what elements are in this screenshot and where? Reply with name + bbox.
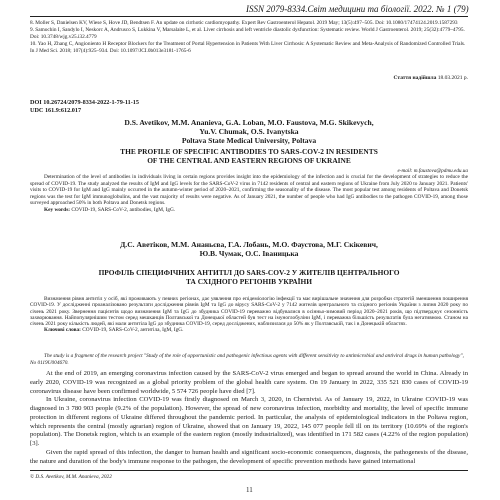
abstract-ua-text: Визначення рівня антитіл у осіб, які проживають у певних регіонах, дає уявлення про епідеміологію інфекції та має вирішальне значення для розробки стратегій зменшення поширення COVID-19. У дослідженні проаналізовано результати дослідження рівнів IgM та IgG до вірусу SARS-CoV-2 у 7142 жителів центрального та східного регіонів України з липня 2020 року по січень 2021 року. Звернення пацієнтів щодо визначення IgM та IgG до збудника COVID-19 переважно відбувалися в осінньо-зимовий період 2020–2021 років, що підтверджує сезонність захворювання. Найпопулярнішим тестом серед мешканців Полтавської та Донецької областей був тест на імуноглобуліни IgM, і переважна більшість результатів була негативною. Станом на січень 2021 року кількість людей, які мали антитіла IgG до збудника COVID-19, серед досліджених, наблизилася до 50% як у Полтавській, так і в Донецькій областях. bbox=[30, 296, 468, 328]
title-en bbox=[30, 147, 468, 165]
funding-text: The study is a fragment of the research project "Study of the role of opportunistic and pathogenic infectious agents with different sensitivity to antimicrobial and antiviral drugs in human pathology", No 0119U004670. bbox=[30, 353, 464, 366]
title-ua bbox=[30, 268, 468, 286]
doi-line: DOI 10.26724/2079-8334-2022-1-79-11-15 bbox=[30, 99, 139, 106]
abstract-en bbox=[30, 174, 468, 214]
received-label: Стаття надійшла bbox=[393, 75, 437, 81]
reference-item: 9. Samochin I, Sandylo I, Neskorc A, Andrusco S, Lukkina V, Marsalaite L, et al. Liver cirrhosis and left ventricle diastolic dysfunction: Systematic review. World J Gastroenterol. 2019; 25(32):4779–4795. Doi: 10.3748/wjg.v25.i32.4779 bbox=[30, 26, 465, 40]
header-journal: Світ медицини та біології. 2022. № 1 (79) bbox=[307, 4, 469, 14]
udc-line: UDC 161.9:612.017 bbox=[30, 107, 82, 114]
page-number: 11 bbox=[246, 486, 253, 494]
authors-en bbox=[30, 118, 468, 145]
title-en-line: THE PROFILE OF SPECIFIC ANTIBODIES TO SARS-COV-2 IN RESIDENTS bbox=[120, 147, 378, 156]
abstract-en-text: Determination of the level of antibodies in individuals living in certain regions provides insight into the epidemiology of the infection and is crucial for the development of strategies to reduce the spread of COVID-19. The study analyzed the results of IgM and IgG levels for the SARS-CoV-2 virus in 7142 residents of central and eastern regions of Ukraine from July 2020 to January 2021. Patients' visits to COVID-19 for IgM and IgG mainly occurred in the autumn-winter period of 2020–2021, confirming the seasonality of the disease. The most popular test among residents of Poltava and Donetsk regions was the test for IgM immunoglobulins, and the vast majority of results were negative. As of January 2021, the number of people who had IgG antibodies to the pathogen COVID-19, among those surveyed approached 50% in both Poltava and Donetsk regions. bbox=[30, 174, 468, 207]
funding-note bbox=[30, 353, 468, 366]
abstract-ua bbox=[30, 296, 468, 334]
body-paragraph: Given the rapid spread of this infection, the danger to human health and significant socio-economic consequences, diagnosis, the pathogenesis of the disease, the nature and duration of the body's immune response to the pathogen, the development of specific prevention methods have gained international bbox=[30, 448, 468, 465]
keywords-en bbox=[30, 207, 468, 214]
keywords-ua-label: Ключові слова: bbox=[44, 327, 81, 334]
received-value: 18.03.2021 р. bbox=[437, 75, 468, 81]
authors-ua-line: Д.С. Аветіков, М.М. Ананьєва, Г.А. Лобань, М.О. Фаустова, М.Г. Скікевич, bbox=[120, 240, 378, 249]
received-date bbox=[394, 75, 468, 81]
keywords-en-label: Key words: bbox=[44, 206, 71, 213]
header-divider bbox=[30, 16, 468, 17]
reference-list bbox=[30, 20, 468, 55]
contact-email: e-mail: m.faustova@pdmu.edu.ua bbox=[397, 168, 468, 174]
keywords-ua-text: COVID-19, SARS-CoV-2, антитіла, IgM, IgG. bbox=[82, 327, 184, 334]
footer-divider bbox=[30, 470, 468, 471]
body-paragraph: At the end of 2019, an emerging coronavirus infection caused by the SARS-CoV-2 virus emerged and began to spread around the world in China. Already in early 2020, COVID-19 was recognized as a global priority problem of the global health care system. On 19 January in 2022, 335 521 830 cases of COVID-19 coronavirus disease have been confirmed worldwide, 5 574 726 people have died [7]. bbox=[30, 370, 468, 395]
keywords-en-text: COVID-19, SARS-CoV-2, antibodies, IgM, IgG. bbox=[71, 206, 176, 213]
header-issn: ISSN 2079-8334. bbox=[246, 4, 308, 14]
authors-ua bbox=[30, 240, 468, 258]
authors-en-line: Yu.V. Chumak, O.S. Ivanytska bbox=[199, 127, 299, 136]
affiliation: Poltava State Medical University, Poltava bbox=[181, 136, 317, 145]
article-body bbox=[30, 370, 468, 466]
copyright-footer: © D.S. Avetikov, M.M. Ananieva, 2022 bbox=[30, 474, 112, 480]
authors-ua-line: Ю.В. Чумак, О.С. Іваницька bbox=[199, 249, 299, 258]
reference-item: 8. Moller S, Danielsen KV, Wiese S, Hove JD, Bendtsen F. An update on cirrhotic cardiomyopathy. Expert Rev Gastroenterol Hepatol. 2019 May; 13(5):497–505. Doi: 10.1080/17474124.2019.1587293 bbox=[30, 20, 458, 26]
running-header bbox=[246, 4, 468, 14]
body-paragraph: In Ukraine, coronavirus infection COVID-19 was firstly diagnosed on March 3, 2020, in Chernivtsi. As of January 19, 2022, in Ukraine COVID-19 was diagnosed in 3 780 903 people (9.2% of the population). However, the spread of new coronavirus infection, morbidity and mortality, the level of specific immune protection in different regions of Ukraine differed throughout the pandemic period. In particular, the analysis of epidemiological indicators in the Poltava region, which represents the central (mostly agrarian) region of Ukraine, showed that on January 19, 2022, 145 077 people fell ill on its territory (10.69% of the region's population). The Donetsk region, which is an example of the eastern region (mostly industrialized), was identified in 171 582 cases (4.22% of the region population) [3]. bbox=[30, 396, 468, 447]
article-identifiers bbox=[30, 99, 139, 115]
reference-item: 10. Yao H, Zhang C, Angioniento H Receptor Blockers for the Treatment of Portal Hypertension in Patients With Liver Cirrhosis: A Systematic Review and Meta-Analysis of Randomized Controlled Trials. In J Med Sci. 2018; 107(4):925–934. Doi: 10.1097/JCI.0b013e3181-1765-6 bbox=[30, 40, 466, 54]
title-ua-line: ТА СХІДНОГО РЕГІОНІВ УКРАЇНИ bbox=[185, 277, 313, 286]
title-en-line: OF THE CENTRAL AND EASTERN REGIONS OF UKRAINE bbox=[147, 156, 351, 165]
title-ua-line: ПРОФІЛЬ СПЕЦИФІЧНИХ АНТИТІЛ ДО SARS-COV-2 У ЖИТЕЛІВ ЦЕНТРАЛЬНОГО bbox=[98, 268, 400, 277]
keywords-ua bbox=[30, 327, 468, 333]
authors-en-line: D.S. Avetikov, M.M. Ananieva, G.A. Loban, M.O. Faustova, M.G. Skikevych, bbox=[124, 118, 374, 127]
